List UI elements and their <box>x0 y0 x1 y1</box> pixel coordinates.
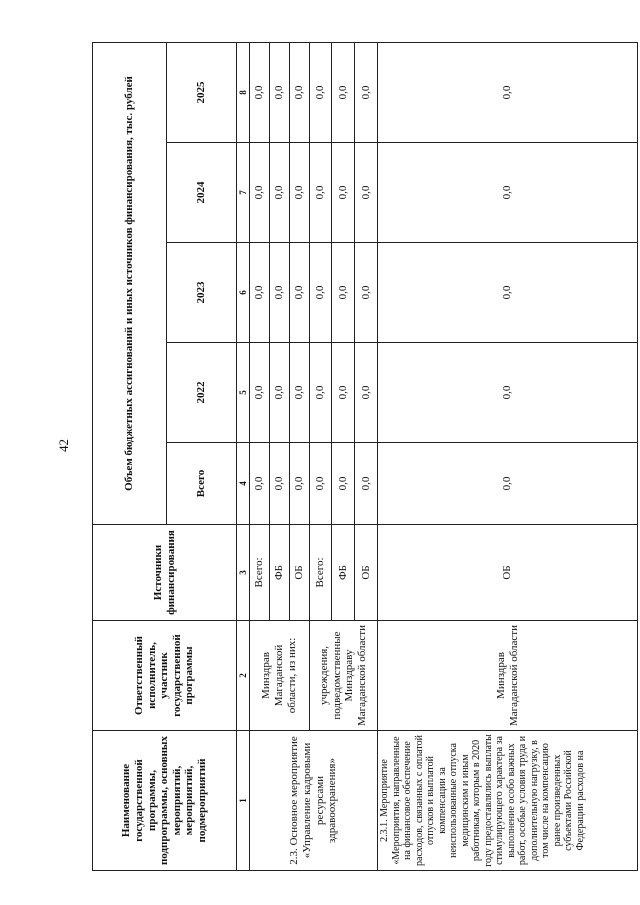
value-cell: 0,0 <box>332 143 355 243</box>
value-cell: 0,0 <box>289 243 309 343</box>
source-cell: Всего: <box>250 525 270 621</box>
value-cell: 0,0 <box>309 42 332 142</box>
value-cell: 0,0 <box>250 343 270 443</box>
value-cell: 0,0 <box>269 443 289 525</box>
value-cell: 0,0 <box>250 143 270 243</box>
sub-activity-name: 2.3.1. Мероприятие «Мероприятия, направленные на финансовое обеспечение расходов, связанных с оплатой отпусков и выплатой компенсации за неиспользованные отпуска медицинским и иным работникам, которым в 2020 году предоставлялись выплаты стимулирующего характера за выполнение особо важных работ, особые условия труда и дополнительную нагрузку, в том числе на компенсацию ранее произведенных субъектами Российской Федерации расходов на <box>378 731 638 871</box>
source-cell: ОБ <box>355 525 378 621</box>
value-cell: 0,0 <box>289 42 309 142</box>
source-cell: Всего: <box>309 525 332 621</box>
header-total: Всего <box>167 443 237 525</box>
value-cell: 0,0 <box>269 243 289 343</box>
value-cell: 0,0 <box>332 343 355 443</box>
value-cell: 0,0 <box>269 143 289 243</box>
value-cell: 0,0 <box>355 243 378 343</box>
value-cell: 0,0 <box>332 42 355 142</box>
value-cell: 0,0 <box>355 443 378 525</box>
value-cell: 0,0 <box>309 443 332 525</box>
value-cell: 0,0 <box>289 443 309 525</box>
col-number: 2 <box>237 621 250 731</box>
value-cell: 0,0 <box>309 143 332 243</box>
value-cell: 0,0 <box>355 343 378 443</box>
header-year-2024: 2024 <box>167 143 237 243</box>
value-cell: 0,0 <box>378 243 638 343</box>
header-group: Объем бюджетных ассигнований и иных источников финансирования, тыс. рублей <box>93 42 167 524</box>
header-name: Наименование государственной программы, подпрограммы, основных мероприятий, мероприятий, подмероприятий <box>93 731 237 871</box>
value-cell: 0,0 <box>355 143 378 243</box>
value-cell: 0,0 <box>269 343 289 443</box>
value-cell: 0,0 <box>332 443 355 525</box>
value-cell: 0,0 <box>355 42 378 142</box>
value-cell: 0,0 <box>309 343 332 443</box>
value-cell: 0,0 <box>250 443 270 525</box>
value-cell: 0,0 <box>289 343 309 443</box>
budget-table <box>92 42 638 871</box>
col-number: 5 <box>237 343 250 443</box>
page-number: 42 <box>56 439 71 452</box>
source-cell: ОБ <box>289 525 309 621</box>
value-cell: 0,0 <box>378 143 638 243</box>
source-cell: ФБ <box>269 525 289 621</box>
header-source: Источники финансирования <box>93 525 237 621</box>
col-number: 8 <box>237 42 250 142</box>
value-cell: 0,0 <box>269 42 289 142</box>
value-cell: 0,0 <box>378 443 638 525</box>
executor-subordinate: учреждения, подведомственные Минздраву Магаданской области <box>309 621 377 731</box>
value-cell: 0,0 <box>332 243 355 343</box>
executor-ministry: Минздрав Магаданской области, из них: <box>250 621 310 731</box>
col-number: 3 <box>237 525 250 621</box>
header-year-2025: 2025 <box>167 42 237 142</box>
col-number: 4 <box>237 443 250 525</box>
main-activity-name: 2.3. Основное мероприятие «Управление кадровыми ресурсами здравоохранения» <box>250 731 378 871</box>
value-cell: 0,0 <box>378 343 638 443</box>
value-cell: 0,0 <box>250 42 270 142</box>
header-executor: Ответственный исполнитель, участник государственной программы <box>93 621 237 731</box>
column-number-row <box>237 42 250 870</box>
value-cell: 0,0 <box>309 243 332 343</box>
value-cell: 0,0 <box>289 143 309 243</box>
value-cell: 0,0 <box>250 243 270 343</box>
sub-source: ОБ <box>378 525 638 621</box>
col-number: 6 <box>237 243 250 343</box>
source-cell: ФБ <box>332 525 355 621</box>
col-number: 1 <box>237 731 250 871</box>
budget-table-rotated <box>92 43 638 871</box>
value-cell: 0,0 <box>378 42 638 142</box>
header-year-2022: 2022 <box>167 343 237 443</box>
col-number: 7 <box>237 143 250 243</box>
header-year-2023: 2023 <box>167 243 237 343</box>
sub-executor: Минздрав Магаданской области <box>378 621 638 731</box>
